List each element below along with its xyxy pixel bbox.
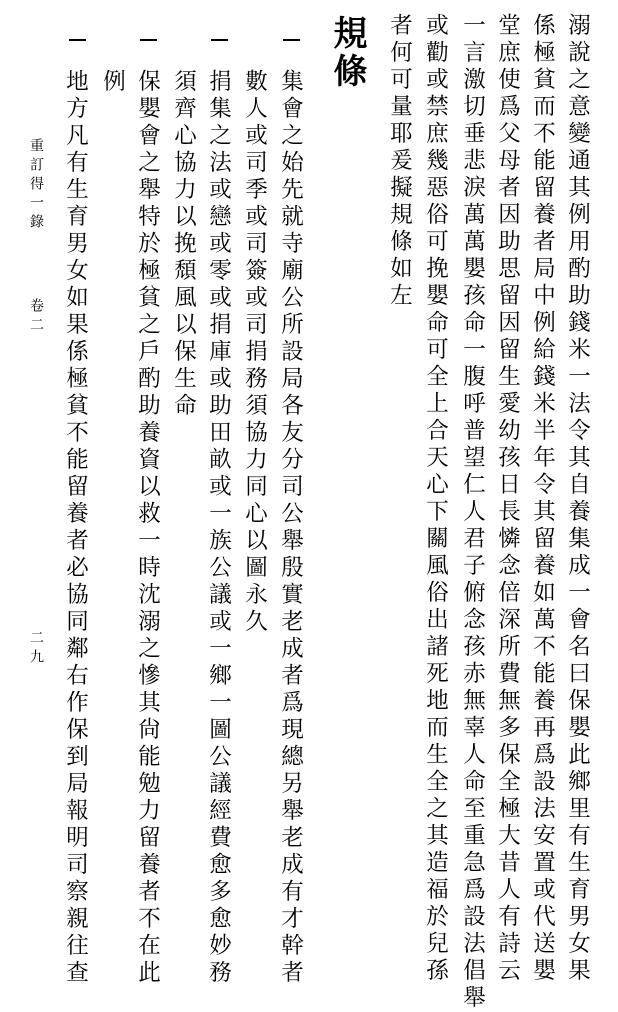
book-title: 重訂得一錄 <box>28 138 44 233</box>
rule-2-line-2: 須齊心協力以挽頹風以保生命 <box>170 69 197 420</box>
text-column-5: 或勸或禁庶幾惡俗可挽嬰命可全上合天心下關風俗出諸死地而生全之其造福於兒孫 <box>422 13 449 985</box>
page-number: 二九 <box>28 630 44 668</box>
rule-1-line-2: 數人或司季或司簽或司捐務須協力同心以圖永久 <box>241 69 268 636</box>
section-heading: 規條 <box>327 15 367 91</box>
text-column-4: 一言激切垂悲淚萬萬嬰孩命一腹呼普望仁人君子俯念孩赤無辜人命至重急爲設法倡舉 <box>459 13 486 1012</box>
rule-3-line-2: 例 <box>99 69 126 96</box>
text-column-6: 者何可量耶爰擬規條如左 <box>386 13 413 310</box>
rule-1-line-1: 集會之始先就寺廟公所設局各友分司公舉殷實老成者爲現總另舉老成有才幹者 <box>277 69 304 987</box>
rule-marker-4 <box>69 39 86 41</box>
rule-4-line-1: 地方凡有生育男女如果係極貧不能留養者必協同鄰右作保到局報明司察親往查 <box>62 69 89 987</box>
rule-3-line-1: 保嬰會之舉特於極貧之戶酌助養資以救一時沈溺之慘其尙能勉力留養者不在此 <box>134 69 161 987</box>
text-column-2: 係極貧而不能留養者局中例給錢米半年令其留養如萬不能養再爲設法安置或代送嬰 <box>529 13 556 985</box>
rule-marker-2 <box>211 39 228 41</box>
rule-marker-1 <box>283 39 300 41</box>
text-column-3: 堂庶使爲父母者因助思留因留生愛幼孩日長憐念倍深所費無多保全極大昔人有詩云 <box>494 13 521 985</box>
rule-marker-3 <box>140 39 157 41</box>
volume-label: 卷二 <box>28 298 44 336</box>
text-column-1: 溺說之意變通其例用酌助錢米一法令其自養集成一會名曰保嬰此鄉里有生育男女果 <box>564 13 591 985</box>
rule-2-line-1: 捐集之法或戀或零或捐庫或助田畝或一族公議或一鄉一圖公議經費愈多愈妙務 <box>205 69 232 987</box>
